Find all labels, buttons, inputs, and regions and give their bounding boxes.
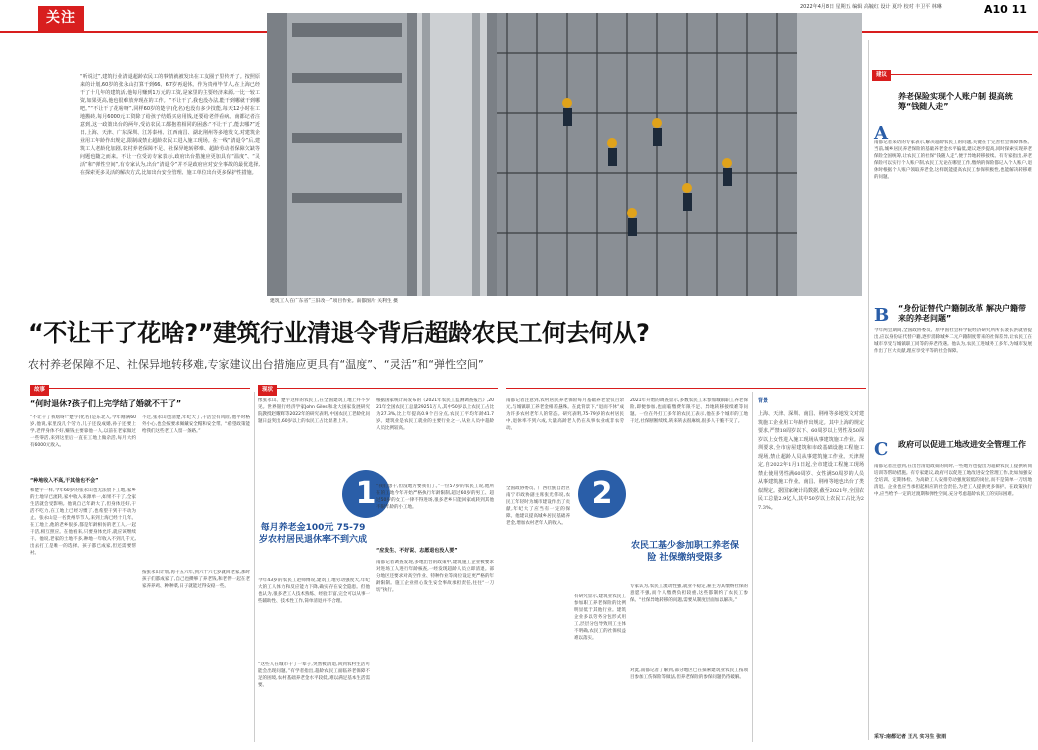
suggest-c-title: 政府可以促进工地改进安全管理工作 (898, 440, 1026, 449)
status-p1: 像张永山、楚宇这样的农民工,在全国建筑工地上并不少见。世界银行经济学家John Giles和北大国家发展研究院教授赵耀辉等2022年的研究表明,中国农民工老龄化问题日益突出,60岁以上的农民工占比显著上升。 (258, 398, 370, 424)
status-rule (258, 388, 498, 389)
status-p3: “我们想干,但没地方要我们了。”一位57岁的农民工说,他所在的工地今年开始严格执行年龄限制,超过60岁的男工、超过50岁的女工一律不得进场,很多老乡只能回家或转到其他不限年龄的小工地。 (376, 484, 494, 510)
status2-p2: 全国政协委员、广西壮族自治区南宁市政协副主席张光伟说,农民工年轻时为城市建设作出了贡献,年纪大了应当有一定的保障。他建议提高城乡居民基础养老金,增加农村老年人的收入。 (506, 486, 570, 526)
status2-rule (506, 388, 866, 389)
status2-p4: 专家认为,农民工流动性强,就业不稳定,雇主为其缴纳社保的意愿不强,而个人缴费负担较重,这些都制约了农民工参保。“社保异地转移的问题,需要从制度层面加以解决。” (630, 584, 748, 603)
point-one-circle: 1 (342, 470, 390, 518)
story-question: “何时退休?孩子们上完学结了婚就不干了” (30, 399, 182, 408)
column-divider (752, 392, 753, 742)
story-p3: 不过,张永山也清楚,年纪大了,干活会有风险,他平时格外小心,也会按要求佩戴安全帽和安全带。“希望政策能给我们这些老工人留一条路。” (142, 415, 250, 434)
point-two-circle: 2 (578, 470, 626, 518)
status-subhead: “应发生、不好说、志愿退也没人要” (376, 548, 458, 554)
photo-caption: 建筑工人在广东省“三旧改一”项目作业。南都图片 关利生 摄 (270, 299, 398, 304)
suggest-b-letter: B (874, 305, 890, 326)
suggest-a-letter: A (874, 123, 888, 144)
status2-p3: 2021年开始的调查显示,多数农民工未参加城镇职工养老保险,即便参加,也面临缴费年限不足、异地转移接续难等问题。一位在外打工多年的农民工表示,他在多个城市的工地干过,社保断断续续,转来转去很麻烦,很多人干脆不交了。 (630, 398, 748, 424)
point-two-text: 农民工基少参加职工养老保险 社保缴纳受限多 (630, 541, 739, 564)
suggest-b-title: “身份证替代户籍制改革 解决户籍带来的养老问题” (898, 304, 1027, 324)
story-rule (30, 388, 250, 389)
status2-p6: 对此,南都记者了解到,部分地区已在探索建筑业农民工按项目参加工伤保险等做法,但养老保险的参保问题仍待破解。 (630, 668, 748, 680)
lead-text: “听说过”,建筑行业清退超龄农民工的事情就被发出在工友圈子里传开了。按照原来的计划,60岁的张永山打算干到66、67岁再退休。作为贵州毕节人,在上海已经干了十几年的建筑活,他每月赚到1万元的工资,是家里的主要经济来源,一比一较工资,如果更高,他也很难放弃现在的工作。“不让干了,我也没办法,能干到哪就干到哪吧。”“不让干了花啥呀”,同样60岁的楚宇(化名)也没有多少技能,每天12小时在工地搬砖,每月6000元工资除了给孩子结婚买房用钱,还要给老伴看病。南都记者注意到,这一政策出台的两年,受访农民工都抱着相同的困惑:“不让干了,能去哪?”近日,上海、天津、广东深圳、江苏泰州、江西南昌、湖北荆州等多地发文,对建筑企业用工年龄作出规定,限制或禁止超龄农民工进入施工现场。在一线“清退令”后,建筑工人老龄化加剧,农村养老保障不足、社保异地转移难、超龄劳动者保障欠缺等问题也随之而来。不让一位受访专家表示,政府出台措施应更加具有“温度”、“灵活”和“弹性空间”,有专家认为,出台“清退令”并不是政府应对安全事故的最优选择,在探索更多灵活的解决方式,比如出台安全管理、施工单位出台更多保护性措施。 (80, 74, 260, 176)
suggest-c-text: 南都记者注意到,在出台清退政策的同时,一些地方也提出为超龄农民工提供转岗培训等帮助措施。有专家建议,政府可以促进工地改进安全管理工作,比如加强安全培训、定期体检、为高龄工人安排劳动强度较低的岗位,而不是简单一刀切地清退。企业也应当承担起相应的社会责任,为老工人提供更多保护。在政策执行中,应当给予一定的过渡期和弹性空间,充分考虑超龄农民工的实际困难。 (874, 464, 1032, 497)
story-p2: 和楚宇一样,今年60岁的张永山也无法放下工地,家乡的土地早已流转,家中收入来源单一,如果不干了,全家生活就会受影响。他说自己年龄大了,但身体还好,干活不吃力,在工地上已经习惯了,也希望干到干不动为止。张永山是一名贵州毕节人,来到上海已经十几年。在工地上,他的老乡很多,都是年龄相仿的老工人,一起干活,相互照应。在他看来,只要身体允许,就应该继续干。他说,老家的土地不多,种地一年收入不到几千元,出去打工是唯一的选择。孩子都已成家,但还需要帮衬。 (30, 488, 136, 556)
status2-p5: 有研究显示,建筑业农民工参加职工养老保险的比例明显低于其他行业。建筑企业多以劳务分包形式用工,层层分包导致用工主体不明确,农民工的社保权益难以落实。 (574, 594, 626, 641)
suggest-a-text: 南都记者采访的专家表示,解决超龄农民工的问题,关键在于完善社会保障体系。当前,城乡居民养老保险的基础养老金水平偏低,建议逐步提高,同时探索实现养老保险全国统筹,让农民工的社保“钱随人走”,便于异地转移接续。有专家指出,养老保险可以实行个人账户制,农民工无论在哪里工作,缴纳的保险都记入个人账户,退休时根据个人账户领取养老金,这样既能提高农民工参保积极性,也能解决转移难的问题。 (874, 140, 1032, 180)
column-divider (254, 392, 255, 742)
construction-photo (267, 13, 862, 296)
section-tag: 关注 (38, 6, 84, 32)
main-title: “不让干了花啥?”建筑行业清退令背后超龄农民工何去何从? (28, 319, 650, 347)
point-one-text: 每月养老金100元 75-79岁农村居民退休率不到六成 (258, 523, 367, 546)
story-p1: “不让干了我啥呀!”楚宇(化名)是东北人,今年刚满60岁,他说,家里没几个劳力,儿子还没成婚,孙子还要上学,老伴身体不好,赚钱主要靠他一人,以前在老家做过一些零活,来到这里后一直在工地上做杂活,每月大约有6000元收入。 (30, 415, 136, 448)
status-p2: 根据国家统计局发布的《2021年农民工监测调查报告》,2021年全国农民工总量29251万人,其中50岁以上农民工占比为27.3%,比上年提高0.9个百分点,农民工平均年龄41.7岁。建筑业是农民工就业的主要行业之一,从业人员中超龄人员比例较高。 (376, 398, 494, 431)
story-label: 故事 (30, 385, 49, 396)
column-divider (868, 40, 869, 740)
status-p6: 今年43岁的农民工赵师傅说,建筑工地劳动强度大,年纪大的工人体力和反应能力下降,确实存在安全隐患。但他也认为,很多老工人技术熟练、经验丰富,完全可以从事一些辅助性、技术性工作,简单清退并不合理。 (258, 578, 370, 604)
suggest-c-letter: C (874, 439, 889, 460)
subtitle: 农村养老保障不足、社保异地转移难,专家建议出台措施应更具有“温度”、“灵活”和“弹性空间” (28, 358, 484, 371)
suggest-rule (872, 74, 1032, 75)
header-info: 2022年4月8日 星期五 编辑 高毓红 设计 夏玲 校对 丰卫平 林琳 (800, 4, 942, 10)
page-number: A10 11 (984, 3, 1027, 16)
background-label: 背景 (758, 398, 769, 404)
story-p4: 按张永山计划,再干五六年,到六十六七岁就回老家,那时孩子们都成家了,自己也攒够了养老钱,和老伴一起在老家养养鸡、种种菜,日子就能过得安稳一些。 (142, 570, 250, 589)
background-text: 上海、天津、深圳、南昌、荆州等多地发文对建筑施工企业用工年龄作出规定。其中上海的规定要求,严禁18周岁以下、60周岁以上男性及50周岁以上女性进入施工现场从事建筑施工作业。深圳要求,全市房屋建筑和市政基础设施工程施工现场,禁止超龄人员从事建筑施工作业。天津规定,自2022年1月1日起,全市建设工程施工现场禁止使用男性满60周岁、女性满50周岁的人员从事建筑施工作业。南昌、荆州等地也出台了类似规定。据国家统计局数据,截至2021年,全国农民工总量2.9亿人,其中50岁以上农民工占比为27.3%。 (758, 411, 864, 511)
suggest-b-text: 今年两会期间,全国政协委员、原中国社会科学院经济研究所所长裴长洪就曾提出,应以身份证代替户籍,逐步消除城乡二元户籍制度带来的社保差异,让农民工在城市享受与城镇职工同等的养老待遇。他认为,农民工进城务工多年,为城市发展作出了巨大贡献,理应享受平等的社会保障。 (874, 328, 1032, 354)
construction-scene-image (267, 13, 862, 296)
story-subhead: “种地收入不高,干其他也不会” (30, 478, 99, 484)
suggest-label: 建议 (872, 70, 891, 81)
suggest-a-title: 养老保险实现个人账户制 提高统筹“钱随人走” (898, 92, 1013, 112)
status2-p1: 南都记者注意到,农村居民养老保险每月基础养老金仅百余元,与城镇职工养老金相差悬殊。在此背景下,“退而不休”成为许多农村老年人的常态。研究表明,75-79岁的农村居民中,退休率不到六成,大量高龄老人仍在从事农业或非农劳动。 (506, 398, 624, 431)
status-label: 现状 (258, 385, 277, 396)
status-p7: “这些人在城市干了一辈子,突然被清退,回到农村生活可能会出现问题。”有学者指出,超龄农民工面临养老保障不足的困境,农村基础养老金水平较低,难以满足基本生活需要。 (258, 662, 370, 688)
footer-credit: 采写:南都记者 王凡 实习生 张雨 (874, 734, 947, 740)
status-p5: 南都记者调查发现,多地出台的政策中,建筑施工企业被要求对进场工人进行年龄核查,一经发现超龄人员立即清退。部分地区还要求对高空作业、特种作业等岗位设定更严格的年龄限制。施工企业担心发生安全事故承担责任,往往“一刀切”执行。 (376, 560, 494, 593)
